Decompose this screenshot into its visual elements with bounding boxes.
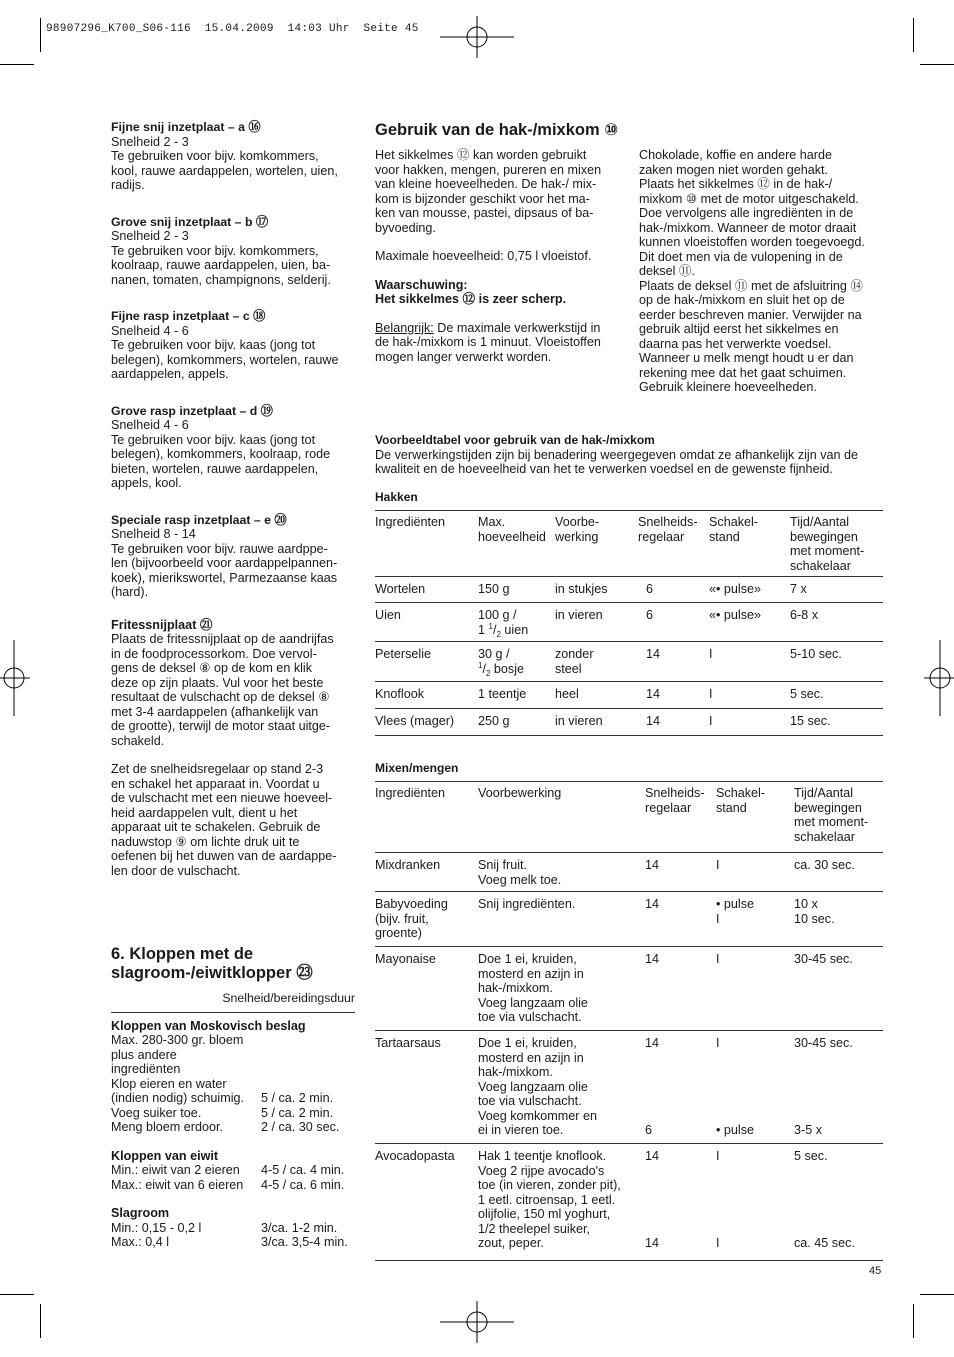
hakken-table xyxy=(375,510,883,736)
table-header-cell: Ingrediënten xyxy=(375,515,446,529)
mixkom-intro xyxy=(375,148,625,235)
important-text-line: De maximale verkwerkstijd in xyxy=(433,320,601,335)
table-header-row xyxy=(375,782,883,853)
text-line: Gebruik kleinere hoeveelheden. xyxy=(639,380,817,394)
table-cell: 14 xyxy=(645,952,660,966)
table-cell: ca. 30 sec. xyxy=(794,858,855,872)
table-cell: in stukjes xyxy=(555,582,608,596)
whisk-group-title: Kloppen van eiwit xyxy=(111,1148,219,1163)
whisk-step: Klop eieren en water xyxy=(111,1076,227,1091)
text-line: op de hak-/mixkom en sluit het op de xyxy=(639,293,845,307)
insert-section xyxy=(111,404,361,491)
whisk-row xyxy=(111,1033,355,1048)
registration-mark-icon xyxy=(440,16,514,58)
table-header-cell: Schakel- stand xyxy=(716,786,765,815)
whisk-step: Max.: 0,4 l xyxy=(111,1235,170,1249)
table-row xyxy=(375,853,883,892)
max-volume: Maximale hoeveelheid: 0,75 l vloeistof. xyxy=(375,249,592,263)
insert-text-line: belegen), komkommers, koolraap, rode xyxy=(111,447,331,461)
table-header-cell: Ingrediënten xyxy=(375,786,446,800)
text-line: deksel ⑪. xyxy=(639,264,695,278)
whisk-step: (indien nodig) schuimig. xyxy=(111,1091,245,1105)
table-cell: Avocadopasta xyxy=(375,1149,455,1163)
insert-text-line: radijs. xyxy=(111,178,145,192)
crop-mark xyxy=(920,64,954,65)
text-line: Dit doet men via de vulopening in de xyxy=(639,249,843,264)
text-line: len door de vulschacht. xyxy=(111,863,241,878)
text-line: daarna pas het verwerkte voedsel. xyxy=(639,336,832,351)
table-cell: 5-10 sec. xyxy=(790,647,842,661)
insert-text-line: nanen, tomaten, champignons, selderij. xyxy=(111,272,331,287)
text-line: zaken mogen niet worden gehakt. xyxy=(639,162,829,177)
text-line: byvoeding. xyxy=(375,220,436,235)
insert-text-line: belegen), komkommers, wortelen, rauwe xyxy=(111,352,339,367)
table-cell: Mayonaise xyxy=(375,952,436,966)
table-cell: 14 xyxy=(646,714,661,728)
table-header-cell: Snelheids- regelaar xyxy=(645,786,705,815)
text-line: kwaliteit en de hoeveelheid van het te verwerken voedsel en de gewenste fijnheid. xyxy=(375,462,833,476)
insert-speed: Snelheid 2 - 3 xyxy=(111,134,189,149)
insert-text-line: kool, rauwe aardappelen, wortelen, uien, xyxy=(111,163,338,178)
insert-section xyxy=(111,215,361,288)
table-cell: 5 sec. xyxy=(790,687,824,701)
table-header-cell: Voorbe- werking xyxy=(555,515,600,544)
text-line: naduwstop ⑨ om lichte druk uit te xyxy=(111,834,300,849)
page-number: 45 xyxy=(869,1265,882,1277)
table-cell: I xyxy=(709,647,713,661)
whisk-groups xyxy=(111,1019,355,1250)
whisk-row xyxy=(111,1163,355,1178)
insert-title: Grove snij inzetplaat – b ⑰ xyxy=(111,214,269,229)
text-line: Plaats de fritessnijplaat op de aandrijfas xyxy=(111,632,334,646)
text-line: voor hakken, mengen, pureren en mixen xyxy=(375,162,602,177)
table-cell: 14 xyxy=(646,687,661,701)
insert-text-line: Te gebruiken voor bijv. kaas (jong tot xyxy=(111,432,316,447)
whisk-row xyxy=(111,1077,355,1092)
insert-text-line: koek), mierikswortel, Parmezaanse kaas xyxy=(111,570,338,585)
whisk-row xyxy=(111,1221,355,1236)
text-line: Chokolade, koffie en andere harde xyxy=(639,148,833,162)
table-row xyxy=(375,682,883,709)
fries-title: Fritessnijplaat ㉑ xyxy=(111,617,213,632)
insert-text-line: Te gebruiken voor bijv. komkommers, xyxy=(111,149,319,163)
table-cell: I xyxy=(716,858,720,872)
table-cell: Babyvoeding (bijv. fruit, groente) xyxy=(375,897,448,940)
important-label: Belangrijk: xyxy=(375,320,434,335)
table-cell: Doe 1 ei, kruiden, mosterd en azijn in hak-/mixkom. Voeg langzaam olie toe via vulschacht. xyxy=(478,952,588,1024)
text-line: eerder beschreven manier. Verwijder na xyxy=(639,307,862,322)
table-header-cell: Schakel- stand xyxy=(709,515,758,544)
text-line: schakeld. xyxy=(111,733,165,748)
table-cell: Hak 1 teentje knoflook. Voeg 2 rijpe avocado's toe (in vieren, zonder pit), 1 eetl. citroensap, 1 eetl. olijfolie, 150 ml yoghurt, 1/2 theelepel suiker, zout, peper. xyxy=(478,1149,621,1250)
text-line: De verwerkingstijden zijn bij benadering weergegeven omdat ze afhankelijk zijn van de xyxy=(375,447,859,462)
table-cell: heel xyxy=(555,687,579,701)
whisk-step: Voeg suiker toe. xyxy=(111,1105,202,1120)
insert-title: Speciale rasp inzetplaat – e ⑳ xyxy=(111,512,287,527)
insert-text-line: len (bijvoorbeeld voor aardappelpannen- xyxy=(111,556,338,570)
example-text xyxy=(375,448,895,477)
table-cell: 6-8 x xyxy=(790,608,818,622)
registration-mark-icon xyxy=(440,1301,514,1343)
text-line: oefenen bij het duwen van de aardappe- xyxy=(111,849,337,863)
crop-mark xyxy=(920,1294,954,1295)
text-line: Doe vervolgens alle ingrediënten in de xyxy=(639,206,854,220)
text-line: gebruik altijd eerst het sikkelmes en xyxy=(639,322,839,336)
text-line: Wanneer u melk mengt houdt u er dan xyxy=(639,351,854,365)
insert-speed: Snelheid 8 - 14 xyxy=(111,527,196,541)
whisk-speed: 4-5 / ca. 4 min. xyxy=(261,1163,345,1177)
insert-title: Fijne rasp inzetplaat – c ⑱ xyxy=(111,309,266,323)
left-column xyxy=(111,120,361,878)
text-line: resultaat de vulschacht op de deksel ⑧ xyxy=(111,690,330,704)
table-cell: 100 g / 1 $^1/_2$ uien xyxy=(478,608,529,639)
text-line: kunnen vloeistoffen worden toegevoegd. xyxy=(639,235,865,249)
crop-mark xyxy=(913,1304,914,1338)
whisk-speed: 4-5 / ca. 6 min. xyxy=(261,1177,345,1192)
table-cell: I xyxy=(716,952,720,966)
whisk-step: Max. 280-300 gr. bloem xyxy=(111,1033,244,1047)
whisk-divider xyxy=(111,1012,355,1013)
whisk-group-title: Kloppen van Moskovisch beslag xyxy=(111,1018,306,1033)
table-row xyxy=(375,892,883,947)
table-cell: 14 6 xyxy=(645,1036,660,1137)
table-cell: «• pulse» xyxy=(709,582,762,596)
whisk-row xyxy=(111,1091,355,1106)
text-line: kom is bijzonder geschikt voor het ma- xyxy=(375,191,590,206)
insert-text-line: (hard). xyxy=(111,585,149,599)
registration-mark-icon xyxy=(924,640,954,716)
text-line: gens de deksel ⑧ op de kom en klik xyxy=(111,661,313,675)
table-cell: Doe 1 ei, kruiden, mosterd en azijn in hak-/mixkom. Voeg langzaam olie toe via vulschacht. Voeg komkommer en ei in vieren toe. xyxy=(478,1036,597,1137)
insert-plate-sections xyxy=(111,120,361,600)
insert-text-line: appels, kool. xyxy=(111,476,182,490)
insert-text-line: Te gebruiken voor bijv. komkommers, xyxy=(111,243,319,258)
important-text-line: mogen langer verwerkt worden. xyxy=(375,349,552,364)
text-line: van kleine hoeveelheden. De hak-/ mix- xyxy=(375,177,597,191)
text-line: hak-/mixkom. Wanneer de motor draait xyxy=(639,220,857,235)
table-cell: «• pulse» xyxy=(709,608,762,622)
table-header-row xyxy=(375,511,883,577)
text-line: apparaat uit te schakelen. Gebruik de xyxy=(111,820,321,834)
table-cell: 14 14 xyxy=(645,1149,660,1250)
text-line: Het sikkelmes ⑫ kan worden gebruikt xyxy=(375,148,587,162)
insert-speed: Snelheid 4 - 6 xyxy=(111,418,189,432)
table-cell: I I xyxy=(716,1149,720,1250)
table-cell: I xyxy=(709,687,713,701)
whisk-step: Meng bloem erdoor. xyxy=(111,1120,224,1134)
whisk-step: Max.: eiwit van 6 eieren xyxy=(111,1177,244,1192)
table-cell: I xyxy=(709,714,713,728)
crop-mark xyxy=(0,64,34,65)
mixen-table xyxy=(375,781,883,1261)
crop-mark xyxy=(40,18,41,52)
table-header-cell: Snelheids- regelaar xyxy=(638,515,698,544)
table-cell: 30-45 sec. xyxy=(794,952,853,966)
whisk-step: Min.: eiwit van 2 eieren xyxy=(111,1163,240,1177)
table-cell: Peterselie xyxy=(375,647,432,661)
table-cell: 250 g xyxy=(478,714,510,728)
print-slug: 98907296_K700_S06-116 15.04.2009 14:03 Uhr Seite 45 xyxy=(46,23,419,35)
whisk-row xyxy=(111,1235,355,1250)
example-title: Voorbeeldtabel voor gebruik van de hak-/mixkom xyxy=(375,433,655,447)
mixen-title: Mixen/mengen xyxy=(375,761,459,775)
crop-mark xyxy=(40,1304,41,1338)
text-line: met 3-4 aardappelen (afhankelijk van xyxy=(111,704,319,719)
table-cell: zonder steel xyxy=(555,647,594,676)
whisk-speed: 5 / ca. 2 min. xyxy=(261,1091,334,1105)
table-cell: Mixdranken xyxy=(375,858,441,872)
crop-mark xyxy=(913,18,914,52)
insert-title: Grove rasp inzetplaat – d ⑲ xyxy=(111,403,273,418)
whisk-row xyxy=(111,1120,355,1135)
whisk-heading: 6. Kloppen met de slagroom-/eiwitklopper ㉓ xyxy=(111,945,313,982)
insert-section xyxy=(111,120,361,193)
table-cell: 14 xyxy=(645,897,660,911)
table-cell: 15 sec. xyxy=(790,714,831,728)
whisk-section xyxy=(111,945,355,1264)
mixkom-col2 xyxy=(639,148,889,395)
table-cell: 6 xyxy=(646,608,654,622)
insert-section xyxy=(111,513,361,600)
whisk-step: plus andere xyxy=(111,1047,177,1062)
whisk-group-title: Slagroom xyxy=(111,1206,170,1220)
example-intro xyxy=(375,433,895,477)
mixkom-col1 xyxy=(375,148,625,364)
table-cell: 14 xyxy=(645,858,660,872)
text-line: Plaats de deksel ⑪ met de afsluitring ⑭ xyxy=(639,278,863,293)
registration-mark-icon xyxy=(0,640,30,716)
table-cell: I • pulse xyxy=(716,1036,755,1137)
table-cell: 10 x 10 sec. xyxy=(794,897,835,926)
whisk-step: Min.: 0,15 - 0,2 l xyxy=(111,1220,202,1235)
insert-text-line: bieten, wortelen, rauwe aardappelen, xyxy=(111,461,319,476)
whisk-group xyxy=(111,1149,355,1193)
whisk-step: ingrediënten xyxy=(111,1062,181,1076)
warning-text: Het sikkelmes ⑫ is zeer scherp. xyxy=(375,292,567,306)
whisk-row xyxy=(111,1062,355,1077)
text-line: de vulschacht met een nieuwe hoeveel- xyxy=(111,791,333,805)
insert-title: Fijne snij inzetplaat – a ⑯ xyxy=(111,120,261,134)
fries-section xyxy=(111,618,361,879)
whisk-speed: 2 / ca. 30 sec. xyxy=(261,1120,340,1134)
table-cell: Tartaarsaus xyxy=(375,1036,441,1050)
insert-text-line: Te gebruiken voor bijv. rauwe aardppe- xyxy=(111,541,328,556)
text-line: de grootte), terwijl de motor staat uitge- xyxy=(111,719,331,733)
table-row xyxy=(375,1031,883,1144)
table-cell: in vieren xyxy=(555,608,603,622)
table-row xyxy=(375,947,883,1031)
text-line: ken van mousse, pastei, dipsaus of ba- xyxy=(375,206,594,220)
table-cell: 30-45 sec. 3-5 x xyxy=(794,1036,853,1137)
table-cell: 5 sec. ca. 45 sec. xyxy=(794,1149,855,1250)
insert-text-line: Te gebruiken voor bijv. kaas (jong tot xyxy=(111,338,316,352)
table-header-cell: Max. hoeveelheid xyxy=(478,515,546,544)
table-cell: Vlees (mager) xyxy=(375,714,455,728)
warning-title: Waarschuwing: xyxy=(375,277,468,292)
fries-paragraph-1 xyxy=(111,632,361,748)
whisk-row xyxy=(111,1048,355,1063)
whisk-group xyxy=(111,1019,355,1135)
whisk-speed: 5 / ca. 2 min. xyxy=(261,1105,334,1120)
table-cell: Knoflook xyxy=(375,687,425,701)
fries-paragraph-2 xyxy=(111,762,361,878)
insert-text-line: koolraap, rauwe aardappelen, uien, ba- xyxy=(111,258,331,272)
whisk-row xyxy=(111,1178,355,1193)
table-header-cell: Tijd/Aantal bewegingen met moment- schakelaar xyxy=(794,786,869,844)
mixkom-heading: Gebruik van de hak-/mixkom ⑩ xyxy=(375,121,619,139)
insert-speed: Snelheid 4 - 6 xyxy=(111,323,189,338)
table-row xyxy=(375,577,883,603)
table-row xyxy=(375,1144,883,1261)
table-cell: in vieren xyxy=(555,714,603,728)
table-cell: 30 g / $^1/_2$ bosje xyxy=(478,647,525,678)
table-cell: 1 teentje xyxy=(478,687,527,701)
text-line: en schakel het apparaat in. Voordat u xyxy=(111,776,320,791)
important-note xyxy=(375,321,625,365)
text-line: Plaats het sikkelmes ⑫ in de hak-/ xyxy=(639,177,833,191)
table-row xyxy=(375,642,883,682)
insert-section xyxy=(111,309,361,382)
whisk-group xyxy=(111,1206,355,1250)
whisk-row xyxy=(111,1106,355,1121)
table-header-cell: Voorbewerking xyxy=(478,786,562,800)
whisk-speed: 3/ca. 3,5-4 min. xyxy=(261,1235,348,1249)
table-cell: • pulse I xyxy=(716,897,755,926)
table-cell: 150 g xyxy=(478,582,510,596)
whisk-col-label: Snelheid/bereidingsduur xyxy=(222,991,355,1005)
text-line: rekening mee dat het gaat schuimen. xyxy=(639,365,847,380)
insert-text-line: aardappelen, appels. xyxy=(111,367,229,381)
table-cell: Uien xyxy=(375,608,401,622)
text-line: in de foodprocessorkom. Doe vervol- xyxy=(111,646,317,661)
whisk-speed: 3/ca. 1-2 min. xyxy=(261,1220,338,1235)
important-text-line: de hak-/mixkom is 1 minuut. Vloeistoffen xyxy=(375,335,601,349)
text-line: heid aardappelen vult, dient u het xyxy=(111,805,298,820)
crop-mark xyxy=(0,1294,34,1295)
table-cell: Wortelen xyxy=(375,582,426,596)
table-row xyxy=(375,603,883,642)
table-cell: 6 xyxy=(646,582,654,596)
table-cell: Snij fruit. Voeg melk toe. xyxy=(478,858,562,887)
text-line: Zet de snelheidsregelaar op stand 2-3 xyxy=(111,762,324,776)
text-line: deze op zijn plaats. Vul voor het beste xyxy=(111,675,324,690)
table-row xyxy=(375,709,883,736)
table-cell: 14 xyxy=(646,647,661,661)
hakken-title: Hakken xyxy=(375,490,418,504)
table-cell: 7 x xyxy=(790,582,807,596)
table-cell: Snij ingrediënten. xyxy=(478,897,576,911)
text-line: mixkom ⑩ met de motor uitgeschakeld. xyxy=(639,191,859,206)
table-header-cell: Tijd/Aantal bewegingen met moment- schakelaar xyxy=(790,515,865,573)
insert-speed: Snelheid 2 - 3 xyxy=(111,229,189,243)
